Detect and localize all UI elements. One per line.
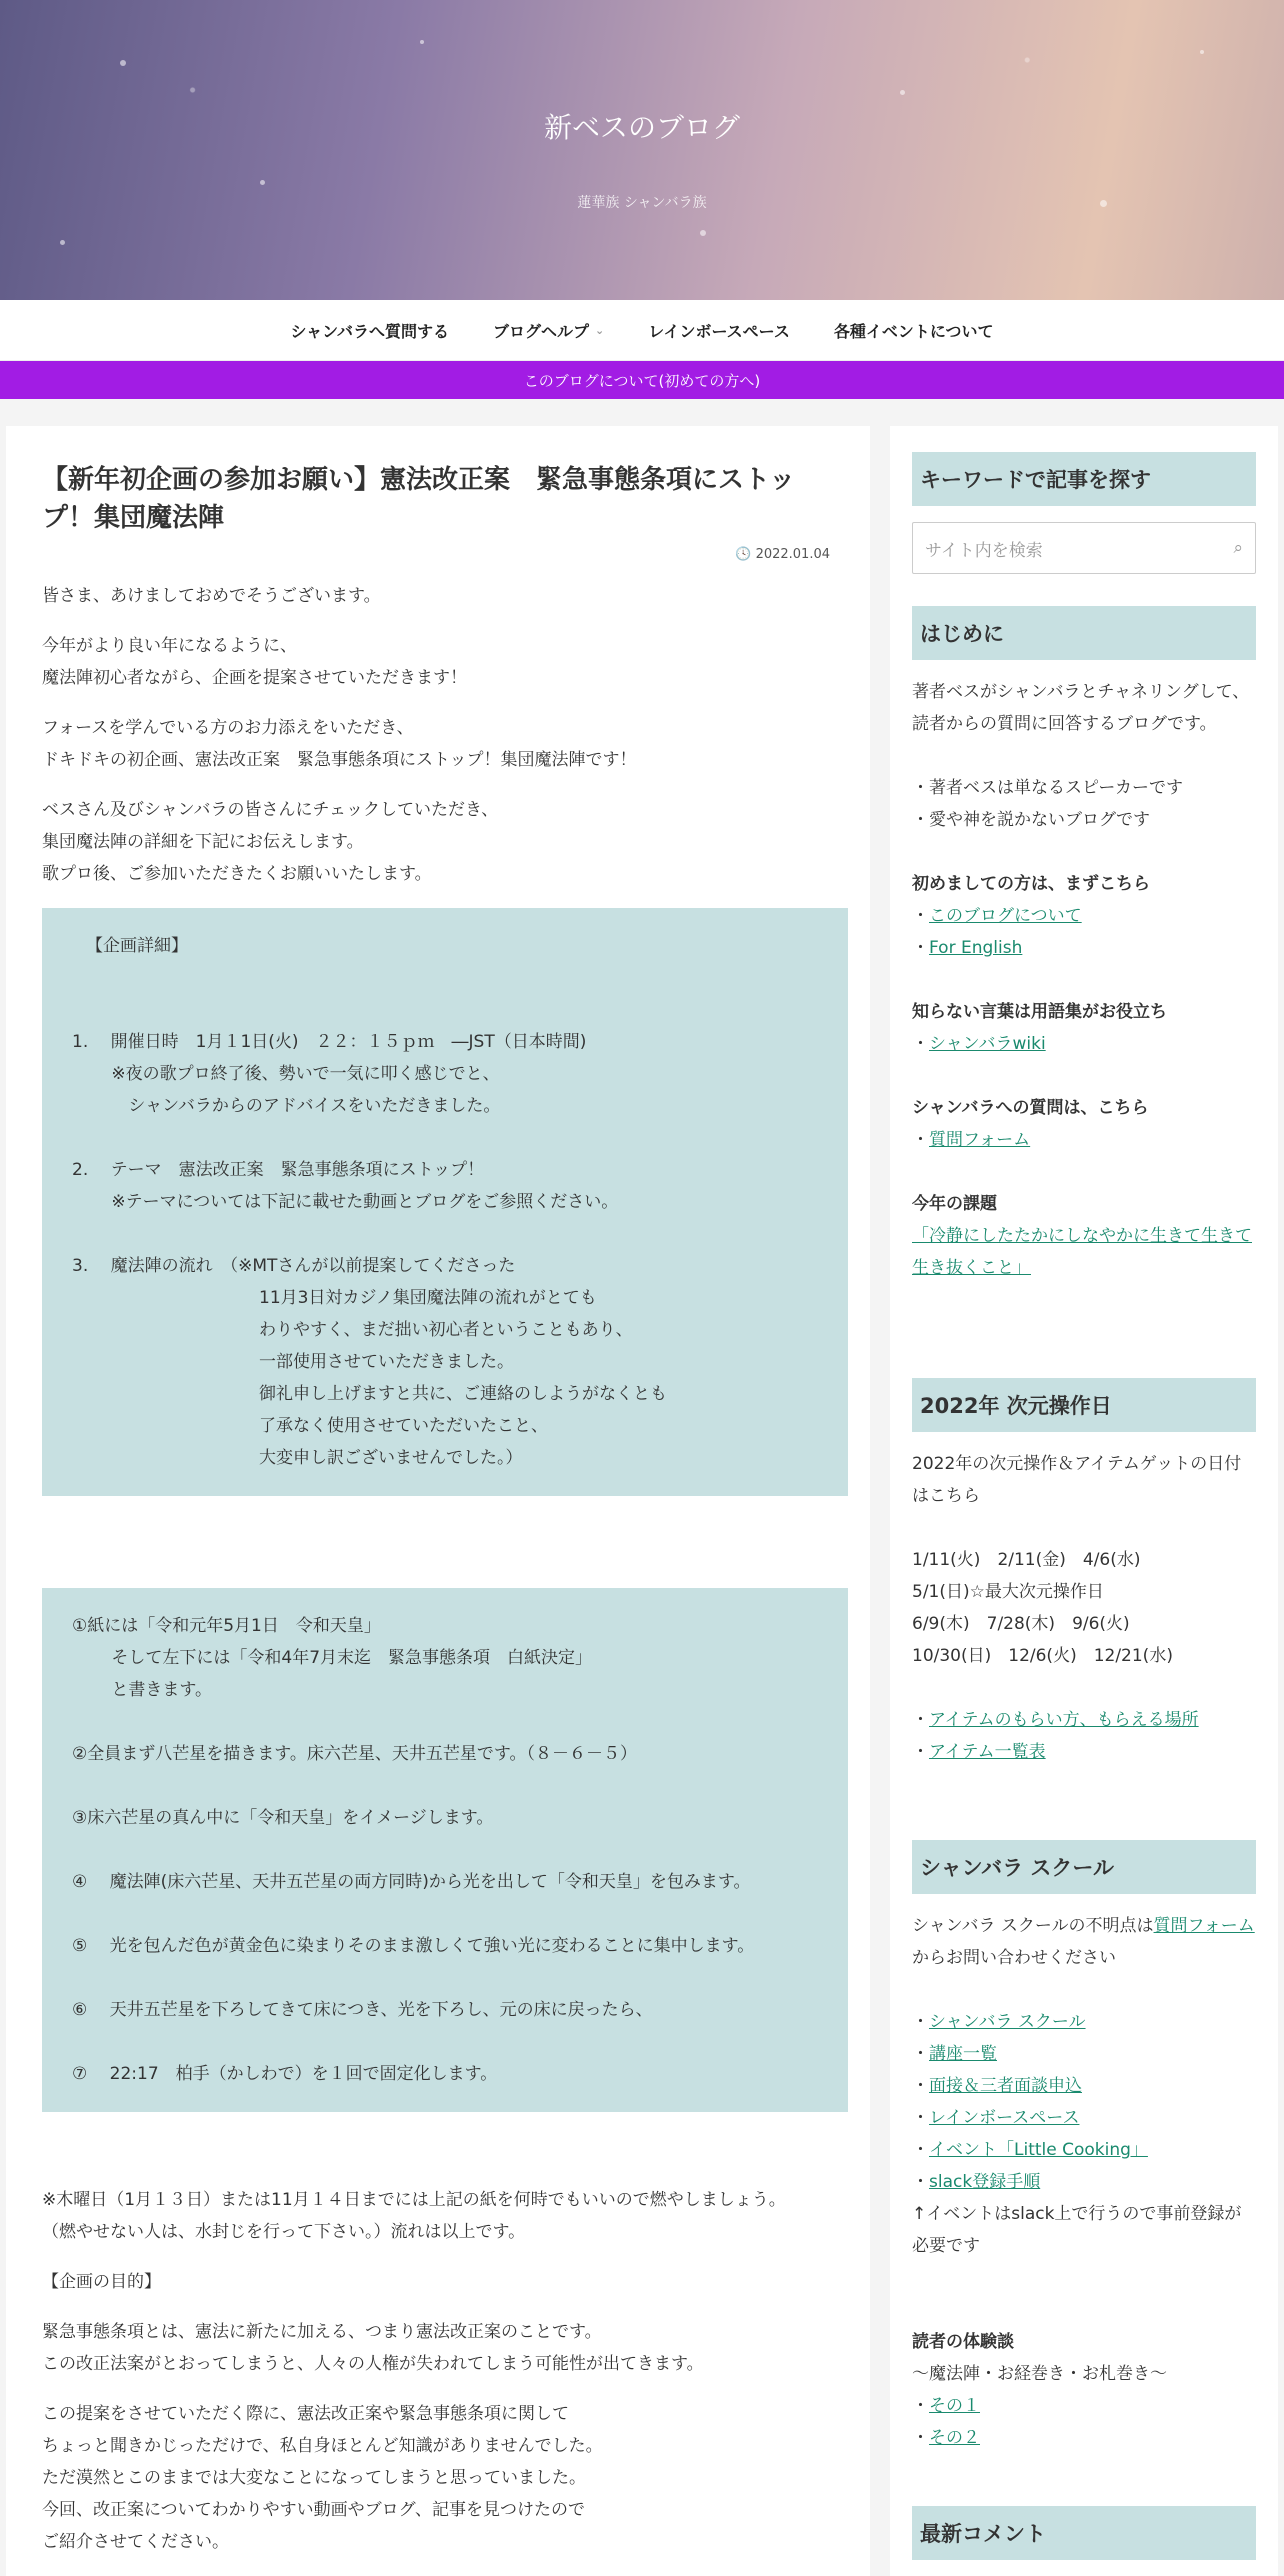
link-wiki[interactable]: シャンバラwiki [929, 1034, 1046, 1054]
school-widget-title: シャンバラ スクール [912, 1840, 1256, 1894]
intro-widget-title: はじめに [912, 606, 1256, 660]
intro-desc: 著者ベスがシャンバラとチャネリングして、読者からの質問に回答するブログです。 [912, 682, 1250, 734]
details-item: 3. 魔法陣の流れ （※MTさんが以前提案してくださった 11月3日対カジノ集団魔法陣の流れがとても わりやすく、まだ拙い初心者ということもあり、 一部使用させていただきました。 御礼申し上げますと共に、ご連絡のしようがなくとも 了承なく使用させていただいたこと、 大変申し訳ございませんでした。） [72, 1256, 667, 1469]
reader-heading: 読者の体験談 [912, 2332, 1014, 2352]
details-item: 2. テーマ 憲法改正案 緊急事態条項にストップ！ ※テーマについては下記に載せた動画とブログをご参照ください。 [72, 1160, 619, 1213]
link-theme[interactable]: 「冷静にしたたかにしなやかに生きて生きて生き抜くこと」 [912, 1226, 1252, 1278]
step-item: ③床六芒星の真ん中に「令和天皇」をイメージします。 [72, 1808, 494, 1829]
search-widget-title: キーワードで記事を探す [912, 452, 1256, 506]
site-title[interactable]: 新ベスのブログ [543, 111, 740, 144]
header-banner [0, 0, 1284, 300]
link-question-form[interactable]: 質問フォーム [929, 1130, 1031, 1150]
step-item: ⑥ 天井五芒星を下ろしてきて床につき、光を下ろし、元の床に戻ったら、 [72, 2000, 653, 2021]
school-note: ↑イベントはslack上で行うので事前登録が必要です [912, 2204, 1242, 2256]
ops-date: 6/9(木) 7/28(木) 9/6(火) [912, 1614, 1130, 1634]
after-paragraph: ※木曜日（1月１３日）または11月１４日までには上記の紙を何時でもいいので燃やしましょう。 （燃やせない人は、水封じを行って下さい。）流れは以上です。 [42, 2190, 786, 2243]
link-school[interactable]: シャンバラ スクール [929, 2012, 1086, 2032]
nav-item-ask-shambhala[interactable]: シャンバラへ質問する [290, 321, 450, 341]
article-title: 【新年初企画の参加お願い】憲法改正案 緊急事態条項にストップ！集団魔法陣 [42, 465, 796, 533]
search-input[interactable] [912, 522, 1256, 574]
main-nav [0, 300, 1284, 361]
intro-paragraph: 今年がより良い年になるように、 魔法陣初心者ながら、企画を提案させていただきます！ [42, 636, 467, 689]
theme-heading: 今年の課題 [912, 1194, 997, 1214]
intro-paragraph: ベスさん及びシャンバラの皆さんにチェックしていただき、 集団魔法陣の詳細を下記にお伝えします。 歌プロ後、ご参加いただきたくお願いいたします。 [42, 800, 499, 885]
school-desc: シャンバラ スクールの不明点は質問フォームからお問い合わせください [912, 1916, 1255, 1968]
glossary-heading: 知らない言葉は用語集がお役立ち [912, 1002, 1167, 1022]
article [6, 426, 870, 2576]
nav-item-rainbow-space[interactable]: レインボースペース [648, 321, 790, 341]
first-time-heading: 初めましての方は、まずこちら [912, 874, 1150, 894]
intro-bullet: ・著者ベスは単なるスピーカーです [912, 778, 1183, 798]
link-courses[interactable]: 講座一覧 [929, 2044, 997, 2064]
step-item: ①紙には「令和元年5月1日 令和天皇」 そして左下には「令和4年7月末迄 緊急事態条項 白紙決定」 と書きます。 [72, 1616, 593, 1701]
nav-item-events[interactable]: 各種イベントについて [833, 321, 994, 341]
comments-widget-title: 最新コメント [912, 2506, 1256, 2560]
steps-box [42, 1588, 848, 2112]
notice-bar[interactable]: このブログについて(初めての方へ) [0, 361, 1284, 399]
link-item-list[interactable]: アイテム一覧表 [929, 1742, 1046, 1762]
section-heading: 【企画の目的】 [42, 2272, 161, 2293]
step-item: ⑤ 光を包んだ色が黄金色に染まりそのまま激しくて強い光に変わることに集中します。 [72, 1936, 755, 1957]
intro-paragraph: フォースを学んでいる方のお力添えをいただき、 ドキドキの初企画、憲法改正案 緊急事態条項にストップ！集団魔法陣です！ [42, 718, 637, 771]
ops-date: 5/1(日)☆最大次元操作日 [912, 1582, 1104, 1602]
link-little-cooking[interactable]: イベント「Little Cooking」 [929, 2140, 1148, 2160]
ops-widget-title: 2022年 次元操作日 [912, 1378, 1256, 1432]
intro-paragraph: 皆さま、あけましておめでそうございます。 [42, 586, 381, 607]
link-item-guide[interactable]: アイテムのもらい方、もらえる場所 [929, 1710, 1199, 1730]
question-heading: シャンバラへの質問は、こちら [912, 1098, 1149, 1118]
site-subtitle: 蓮華族 シャンバラ族 [577, 195, 707, 211]
details-box [42, 908, 848, 1496]
link-interview[interactable]: 面接＆三者面談申込 [929, 2076, 1082, 2096]
nav-item-blog-help[interactable]: ブログヘルプ ⌄ [493, 321, 605, 341]
link-school-question-form[interactable]: 質問フォーム [1153, 1916, 1255, 1936]
clock-icon: 🕓 [735, 547, 752, 563]
details-item: 1. 開催日時 1月１1日(火) ２２：１５ｐｍ ―JST（日本時間) ※夜の歌プロ終了後、勢いで一気に叩く感じでと、 シャンバラからのアドバイスをいただきました。 [72, 1032, 587, 1117]
link-slack[interactable]: slack登録手順 [929, 2172, 1041, 2192]
search-placeholder: サイト内を検索 [925, 540, 1043, 561]
after-paragraph: 緊急事態条項とは、憲法に新たに加える、つまり憲法改正案のことです。 この改正法案がとおってしまうと、人々の人権が失われてしまう可能性が出てきます。 [42, 2322, 704, 2375]
after-paragraph: この提案をさせていただく際に、憲法改正案や緊急事態条項に関して ちょっと聞きかじっただけで、私自身ほとんど知識がありませんでした。 ただ漠然とこのままでは大変なことになってしまうと思っていました。 今回、改正案についてわかりやすい動画やブログ、記事を見つけたので ご紹介させてください。 [42, 2404, 603, 2553]
link-story-2[interactable]: その２ [929, 2428, 980, 2448]
ops-date: 1/11(火) 2/11(金) 4/6(水) [912, 1550, 1141, 1570]
step-item: ②全員まず八芒星を描きます。床六芒星、天井五芒星です。（８－６－５） [72, 1744, 638, 1765]
intro-bullet: ・愛や神を説かないブログです [912, 810, 1150, 830]
step-item: ⑦ 22:17 柏手（かしわで）を１回で固定化します。 [72, 2064, 498, 2085]
sidebar: キーワードで記事を探す サイト内を検索 ⌕ はじめに 著者ベスがシャンバラとチャネリングして、読者からの質問に回答するブログです。 ・著者ベスは単なるスピーカーです ・愛や神を説かないブログです 初めましての方は、まずこちら ・このブログについて ・For English 知らない言葉は用語集がお役立ち ・シャンバラwiki シャンバラへの質問は、こちら ・質問フォーム 今年の課題 「冷静にしたたかにしなやかに生きて生きて生き抜くこと」 2022年 次元操作日 2022年の次元操作＆アイテムゲットの日付はこちら 1/11(火) 2/11(金) 4/6(水) 5/1(日)☆最大次元操作日 6/9(木) 7/28(木) 9/6(火) 10/30(日) 12/6(火) 12/21(水) ・アイテムのもらい方、もらえる場所 ・アイテム一覧表 シャンバラ スクール シャンバラ スクールの不明点は質問フォームからお問い合わせください ・シャンバラ スクール ・講座一覧 ・面接＆三者面談申込 ・レインボースペース ・イベント「Little Cooking」 ・slack登録手順 ↑イベントはslack上で行うので事前登録が必要です 読者の体験談 〜魔法陣・お経巻き・お札巻き〜 ・その１ ・その２ 最新コメント [890, 426, 1278, 2576]
chevron-down-icon: ⌄ [595, 323, 605, 337]
step-item: ④ 魔法陣(床六芒星、天井五芒星の両方同時)から光を出して「令和天皇」を包みます。 [72, 1872, 751, 1893]
link-story-1[interactable]: その１ [929, 2396, 980, 2416]
link-english[interactable]: For English [929, 938, 1023, 958]
details-title: 【企画詳細】 [86, 936, 188, 957]
link-rainbow-space[interactable]: レインボースペース [929, 2108, 1080, 2128]
article-date: 🕓 2022.01.04 [735, 547, 830, 563]
search-icon[interactable]: ⌕ [1233, 538, 1243, 558]
ops-desc: 2022年の次元操作＆アイテムゲットの日付はこちら [912, 1454, 1242, 1506]
link-about-blog[interactable]: このブログについて [929, 906, 1082, 926]
reader-sub: 〜魔法陣・お経巻き・お札巻き〜 [912, 2364, 1167, 2384]
ops-date: 10/30(日) 12/6(火) 12/21(水) [912, 1646, 1173, 1666]
